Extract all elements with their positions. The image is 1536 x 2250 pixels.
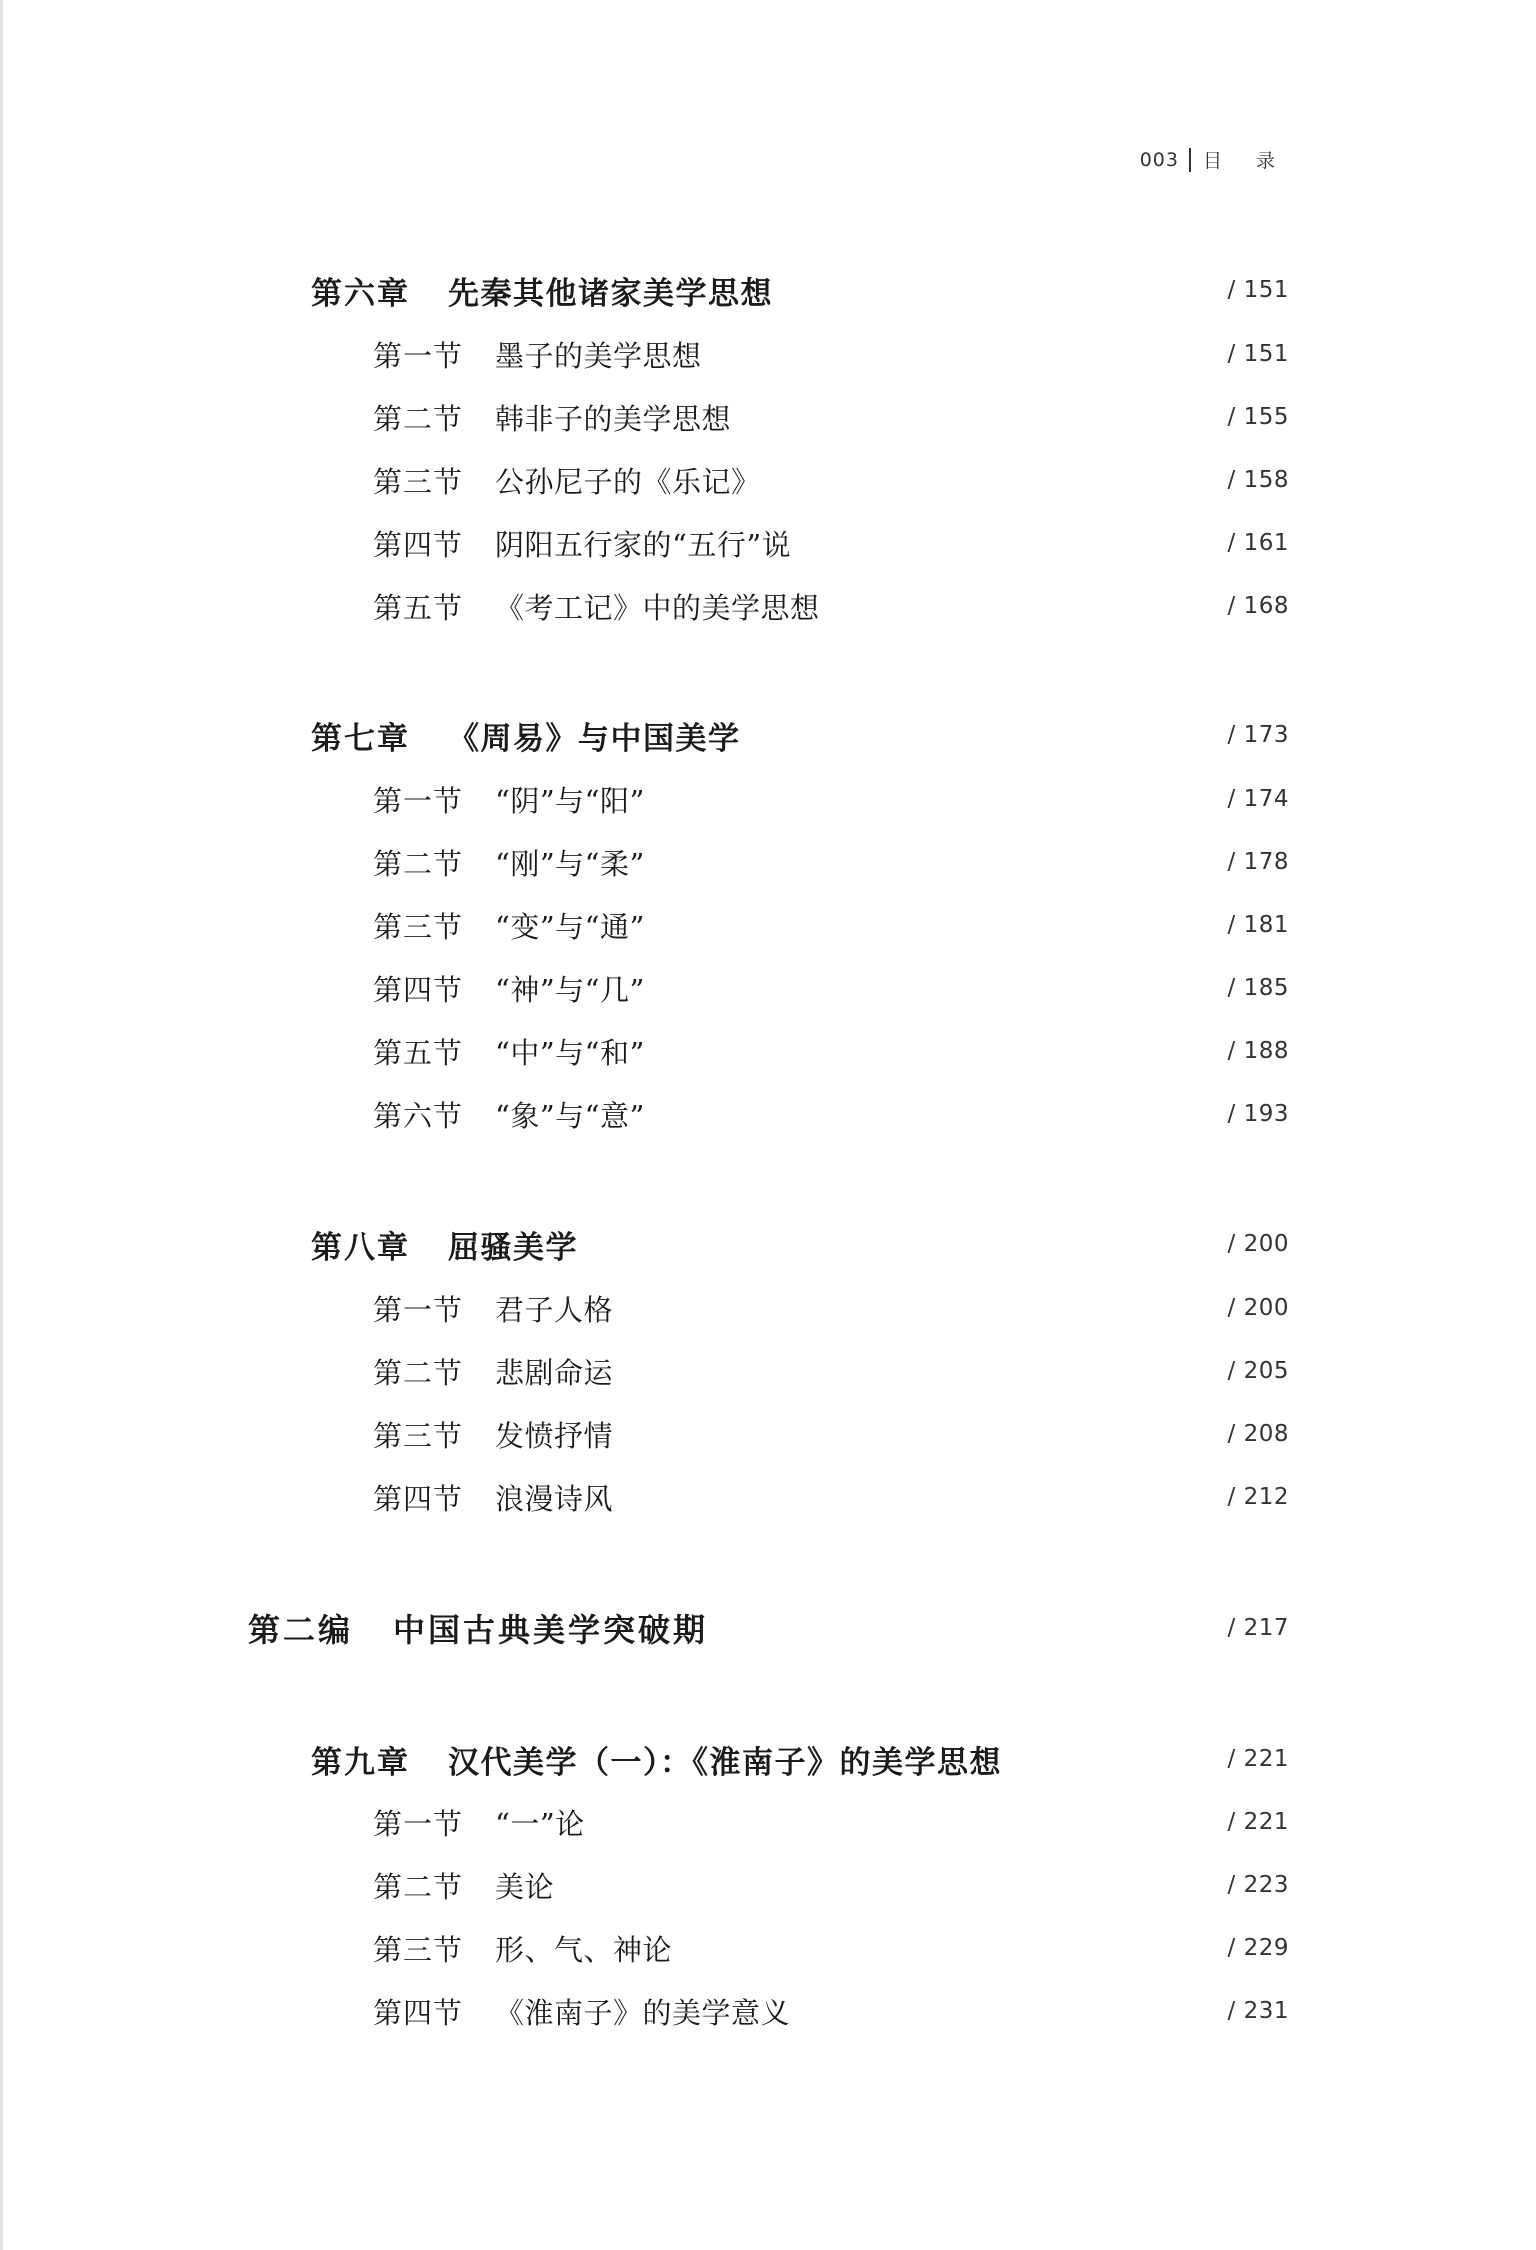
toc-entry-chapter[interactable] — [0, 1735, 1536, 1783]
entry-page: / 155 — [1227, 404, 1289, 430]
toc-entry-chapter[interactable] — [0, 1220, 1536, 1268]
entry-page: / 168 — [1227, 593, 1289, 619]
entry-page: / 174 — [1227, 786, 1289, 812]
page-number: 003 — [1139, 148, 1179, 171]
entry-number: 第九章 — [311, 1744, 410, 1781]
toc-entry-section[interactable] — [0, 838, 1536, 886]
entry-number: 第二节 — [373, 1355, 464, 1390]
toc-entry-section[interactable] — [0, 1284, 1536, 1332]
entry-page: / 151 — [1227, 277, 1289, 303]
toc-entry-chapter[interactable] — [0, 711, 1536, 759]
entry-number: 第一节 — [373, 1292, 464, 1327]
entry-page: / 208 — [1227, 1421, 1289, 1447]
entry-number: 第七章 — [311, 720, 410, 757]
entry-title: 《周易》与中国美学 — [448, 720, 741, 757]
toc-entry-section[interactable] — [0, 519, 1536, 567]
entry-title: 《考工记》中的美学思想 — [495, 590, 820, 625]
entry-title: 发愤抒情 — [495, 1418, 614, 1453]
entry-number: 第六节 — [373, 1098, 464, 1133]
entry-number: 第三节 — [373, 1418, 464, 1453]
entry-page: / 200 — [1227, 1295, 1289, 1321]
toc-entry-section[interactable] — [0, 1473, 1536, 1521]
entry-title: “阴”与“阳” — [495, 783, 645, 818]
toc-entry-section[interactable] — [0, 901, 1536, 949]
entry-page: / 158 — [1227, 467, 1289, 493]
toc-entry-section[interactable] — [0, 964, 1536, 1012]
entry-title: 屈骚美学 — [448, 1229, 578, 1266]
toc-entry-section[interactable] — [0, 1987, 1536, 2035]
toc-entry-part[interactable] — [0, 1604, 1536, 1652]
toc-entry-section[interactable] — [0, 393, 1536, 441]
entry-page: / 181 — [1227, 912, 1289, 938]
entry-number: 第三节 — [373, 464, 464, 499]
entry-number: 第二节 — [373, 846, 464, 881]
entry-title: 韩非子的美学思想 — [495, 401, 732, 436]
entry-number: 第四节 — [373, 1481, 464, 1516]
toc-entry-section[interactable] — [0, 1090, 1536, 1138]
entry-title: 《淮南子》的美学意义 — [495, 1995, 791, 2030]
toc-entry-section[interactable] — [0, 582, 1536, 630]
entry-title: 先秦其他诸家美学思想 — [448, 275, 773, 312]
entry-number: 第五节 — [373, 590, 464, 625]
entry-title: 美论 — [495, 1869, 555, 1904]
header-divider — [1189, 148, 1191, 172]
entry-title: 形、气、神论 — [495, 1932, 673, 1967]
entry-page: / 229 — [1227, 1935, 1289, 1961]
entry-page: / 173 — [1227, 722, 1289, 748]
entry-page: / 223 — [1227, 1872, 1289, 1898]
entry-number: 第四节 — [373, 1995, 464, 2030]
entry-title: “象”与“意” — [495, 1098, 645, 1133]
entry-number: 第二节 — [373, 401, 464, 436]
entry-title: “中”与“和” — [495, 1035, 645, 1070]
entry-number: 第八章 — [311, 1229, 410, 1266]
entry-page: / 231 — [1227, 1998, 1289, 2024]
entry-number: 第五节 — [373, 1035, 464, 1070]
entry-page: / 221 — [1227, 1809, 1289, 1835]
entry-page: / 161 — [1227, 530, 1289, 556]
entry-number: 第一节 — [373, 1806, 464, 1841]
entry-number: 第一节 — [373, 338, 464, 373]
entry-title: “神”与“几” — [495, 972, 645, 1007]
toc-entry-section[interactable] — [0, 330, 1536, 378]
toc-entry-section[interactable] — [0, 1924, 1536, 1972]
toc-entry-section[interactable] — [0, 1347, 1536, 1395]
entry-title: “刚”与“柔” — [495, 846, 645, 881]
entry-title: 中国古典美学突破期 — [393, 1611, 709, 1649]
entry-page: / 205 — [1227, 1358, 1289, 1384]
entry-number: 第四节 — [373, 972, 464, 1007]
entry-number: 第三节 — [373, 909, 464, 944]
entry-page: / 217 — [1227, 1615, 1289, 1641]
running-head — [1140, 146, 1289, 173]
entry-page: / 200 — [1227, 1231, 1289, 1257]
entry-number: 第二编 — [248, 1611, 354, 1649]
entry-page: / 193 — [1227, 1101, 1289, 1127]
toc-entry-section[interactable] — [0, 1410, 1536, 1458]
entry-title: 悲剧命运 — [495, 1355, 614, 1390]
entry-page: / 185 — [1227, 975, 1289, 1001]
entry-title: 墨子的美学思想 — [495, 338, 702, 373]
entry-number: 第六章 — [311, 275, 410, 312]
toc-entry-section[interactable] — [0, 1861, 1536, 1909]
toc-entry-chapter[interactable] — [0, 266, 1536, 314]
entry-title: 君子人格 — [495, 1292, 614, 1327]
entry-page: / 188 — [1227, 1038, 1289, 1064]
entry-page: / 178 — [1227, 849, 1289, 875]
entry-title: “变”与“通” — [495, 909, 645, 944]
entry-page: / 221 — [1227, 1746, 1289, 1772]
toc-entry-section[interactable] — [0, 456, 1536, 504]
entry-number: 第一节 — [373, 783, 464, 818]
toc-entry-section[interactable] — [0, 1798, 1536, 1846]
entry-number: 第三节 — [373, 1932, 464, 1967]
entry-page: / 212 — [1227, 1484, 1289, 1510]
entry-title: 阴阳五行家的“五行”说 — [495, 527, 792, 562]
entry-title: 汉代美学（一）：《淮南子》的美学思想 — [448, 1744, 1002, 1781]
running-head-title: 目 录 — [1202, 150, 1289, 172]
toc-entry-section[interactable] — [0, 775, 1536, 823]
entry-number: 第四节 — [373, 527, 464, 562]
entry-title: 浪漫诗风 — [495, 1481, 614, 1516]
entry-title: 公孙尼子的《乐记》 — [495, 464, 761, 499]
entry-number: 第二节 — [373, 1869, 464, 1904]
entry-page: / 151 — [1227, 341, 1289, 367]
toc-entry-section[interactable] — [0, 1027, 1536, 1075]
entry-title: “一”论 — [495, 1806, 585, 1841]
